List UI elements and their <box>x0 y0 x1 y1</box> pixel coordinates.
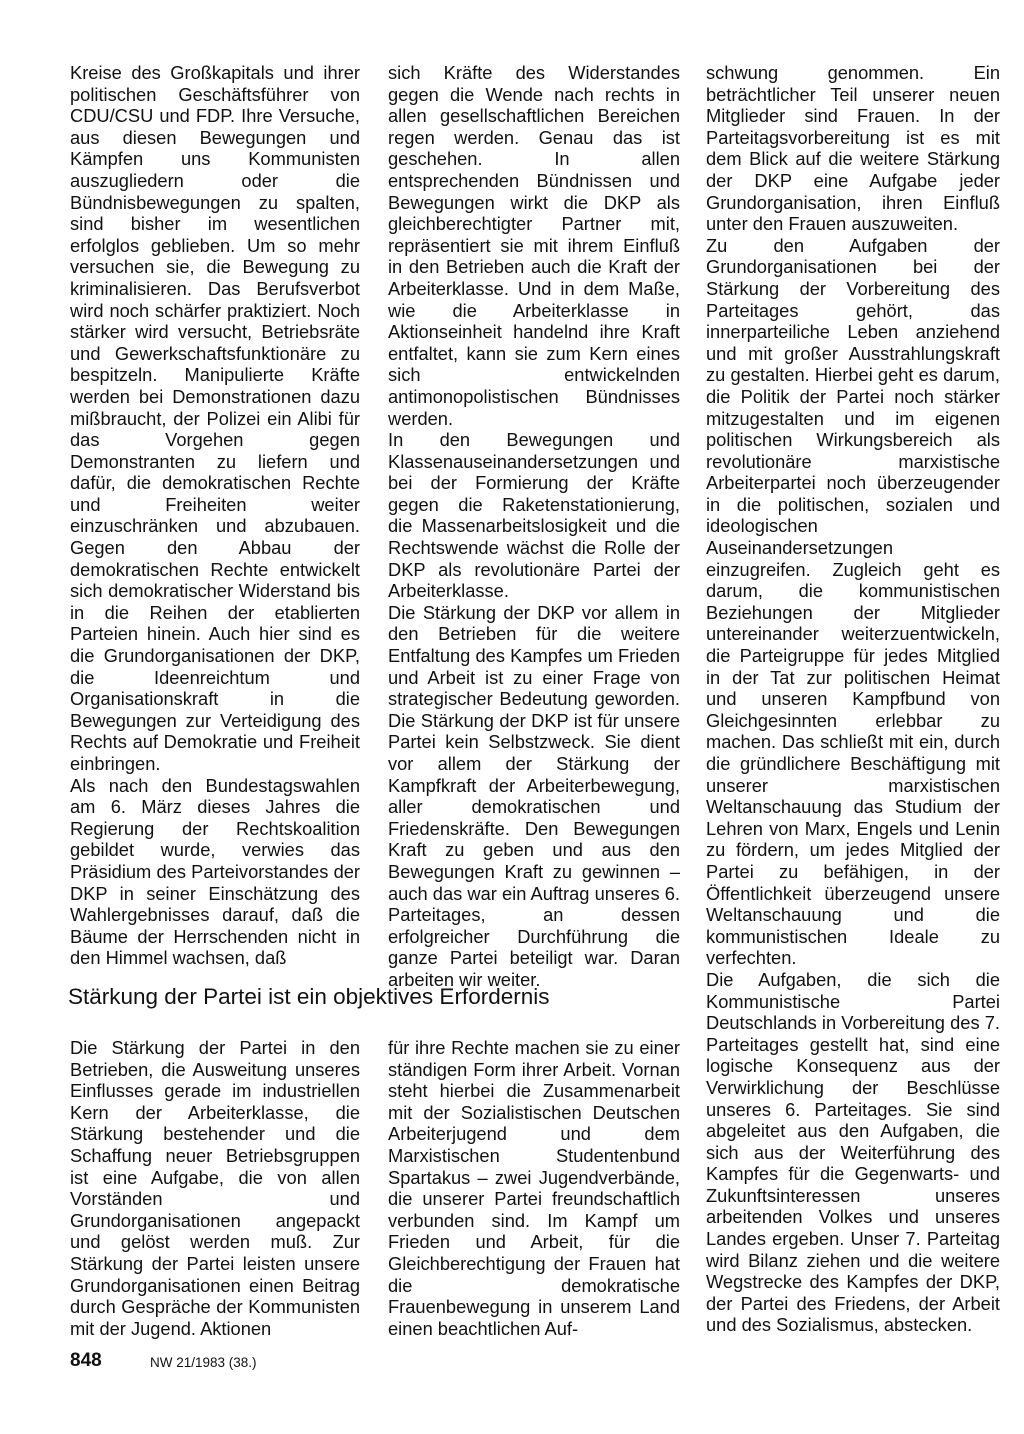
paragraph: schwung genommen. Ein beträchtlicher Teil unserer neuen Mitglieder sind Frauen. In der Parteitagsvorbereitung ist es mit dem Blick auf die weitere Stärkung der DKP eine Aufgabe jeder Grundorganisation, ihren Einfluß unter den Frauen auszuweiten. <box>706 62 1000 235</box>
paragraph: Zu den Aufgaben der Grundorganisationen bei der Stärkung der Vorbereitung des Parteitages gehört, das innerparteiliche Leben anziehend und mit großer Ausstrahlungskraft zu gestalten. Hierbei geht es darum, die Politik der Partei noch stärker mitzugestalten und im eigenen politischen Wirkungsbereich als revolutionäre marxistische Arbeiterpartei noch überzeugender in die politischen, sozialen und ideologischen Auseinandersetzungen einzugreifen. Zugleich geht es darum, die kommunistischen Beziehungen der Mitglieder untereinander weiterzuentwickeln, die Parteigruppe für jedes Mitglied in der Tat zur politischen Heimat und unseren Kampfbund von Gleichgesinnten erlebbar zu machen. Das schließt mit ein, durch die gründlichere Beschäftigung mit unserer marxistischen Weltanschauung das Studium der Lehren von Marx, Engels und Lenin zu fördern, um jedes Mitglied der Partei zu befähigen, in der Öffentlichkeit überzeugend unsere Weltanschauung und die kommunistischen Ideale zu verfechten. <box>706 234 1000 969</box>
paragraph: für ihre Rechte machen sie zu einer ständigen Form ihrer Arbeit. Vornan steht hierbei die Zusammenarbeit mit der Sozialistischen Deutschen Arbeiterjugend und dem Marxistischen Studentenbund Spartakus – zwei Jugendverbände, die unserer Partei freundschaftlich verbunden sind. Im Kampf um Frieden und Arbeit, für die Gleichberechtigung der Frauen hat die demokratische Frauenbewegung in unserem Land einen beachtlichen Auf- <box>388 1037 680 1339</box>
paragraph: Kreise des Großkapitals und ihrer politischen Geschäftsführer von CDU/CSU und FDP. Ihre Versuche, aus diesen Bewegungen und Kämpfen uns Kommunisten auszugliedern oder die Bündnisbewegungen zu spalten, sind bisher im wesentlichen erfolglos geblieben. Um so mehr versuchen sie, die Bewegung zu kriminalisieren. Das Berufsverbot wird noch schärfer praktiziert. Noch stärker wird versucht, Betriebsräte und Gewerkschaftsfunktionäre zu bespitzeln. Manipulierte Kräfte werden bei Demonstrationen dazu mißbraucht, der Polizei ein Alibi für das Vorgehen gegen Demonstranten zu liefern und dafür, die demokratischen Rechte und Freiheiten weiter einzuschränken und abzubauen. Gegen den Abbau der demokratischen Rechte entwickelt sich demokratischer Widerstand bis in die Reihen der etablierten Parteien hinein. Auch hier sind es die Grundorganisationen der DKP, die Ideenreichtum und Organisationskraft in die Bewegungen zur Verteidigung des Rechts auf Demokratie und Freiheit einbringen. <box>70 62 360 774</box>
paragraph: Die Stärkung der DKP vor allem in den Betrieben für die weitere Entfaltung des Kampfes um Frieden und Arbeit ist zu einer Frage von strategischer Bedeutung geworden. Die Stärkung der DKP ist für unsere Partei kein Selbstzweck. Sie dient vor allem der Stärkung der Kampfkraft der Arbeiterbewegung, aller demokratischen und Friedenskräfte. Den Bewegungen Kraft zu geben und aus den Bewegungen Kraft zu gewinnen – auch das war ein Auftrag unseres 6. Parteitages, an dessen erfolgreicher Durchführung die ganze Partei beteiligt war. Daran arbeiten wir weiter. <box>388 601 680 990</box>
column-2-top <box>388 62 680 991</box>
column-3 <box>706 62 1000 1336</box>
paragraph: Als nach den Bundestagswahlen am 6. März dieses Jahres die Regierung der Rechtskoalition gebildet wurde, verwies das Präsidium des Parteivorstandes der DKP in seiner Einschätzung des Wahlergebnisses darauf, daß die Bäume der Herrschenden nicht in den Himmel wachsen, daß <box>70 774 360 969</box>
paragraph: Die Aufgaben, die sich die Kommunistische Partei Deutschlands in Vorbereitung des 7. Parteitages gestellt hat, sind eine logische Konsequenz aus der Verwirklichung der Beschlüsse unseres 6. Parteitages. Sie sind abgeleitet aus den Aufgaben, die sich aus der Weiterführung des Kampfes für die Gegenwarts- und Zukunftsinteressen unseres arbeitenden Volkes und unseres Landes ergeben. Unser 7. Parteitag wird Bilanz ziehen und die weitere Wegstrecke des Kampfes der DKP, der Partei des Friedens, der Arbeit und des Sozialismus, abstecken. <box>706 968 1000 1336</box>
column-1-top <box>70 62 360 969</box>
paragraph: In den Bewegungen und Klassenauseinandersetzungen und bei der Formierung der Kräfte gegen die Raketenstationierung, die Massenarbeitslosigkeit und die Rechtswende wächst die Rolle der DKP als revolutionäre Partei der Arbeiterklasse. <box>388 429 680 602</box>
issue-label: NW 21/1983 (38.) <box>150 1355 257 1370</box>
paragraph: sich Kräfte des Widerstandes gegen die Wende nach rechts in allen gesellschaftlichen Bereichen regen werden. Genau das ist geschehen. In allen entsprechenden Bündnissen und Bewegungen wirkt die DKP als gleichberechtigter Partner mit, repräsentiert sie mit ihrem Einfluß in den Betrieben auch die Kraft der Arbeiterklasse. Und in dem Maße, wie die Arbeiterklasse in Aktionseinheit handelnd ihre Kraft entfaltet, kann sie zum Kern eines sich entwickelnden antimonopolistischen Bündnisses werden. <box>388 62 680 429</box>
section-heading: Stärkung der Partei ist ein objektives Erfordernis <box>68 984 550 1009</box>
column-1-bottom <box>70 1037 360 1339</box>
page-number: 848 <box>70 1350 102 1371</box>
column-2-bottom <box>388 1037 680 1339</box>
paragraph: Die Stärkung der Partei in den Betrieben, die Ausweitung unseres Einflusses gerade im industriellen Kern der Arbeiterklasse, die Stärkung bestehender und die Schaffung neuer Betriebsgruppen ist eine Aufgabe, die von allen Vorständen und Grundorganisationen angepackt und gelöst werden muß. Zur Stärkung der Partei leisten unsere Grundorganisationen einen Beitrag durch Gespräche der Kommunisten mit der Jugend. Aktionen <box>70 1037 360 1339</box>
